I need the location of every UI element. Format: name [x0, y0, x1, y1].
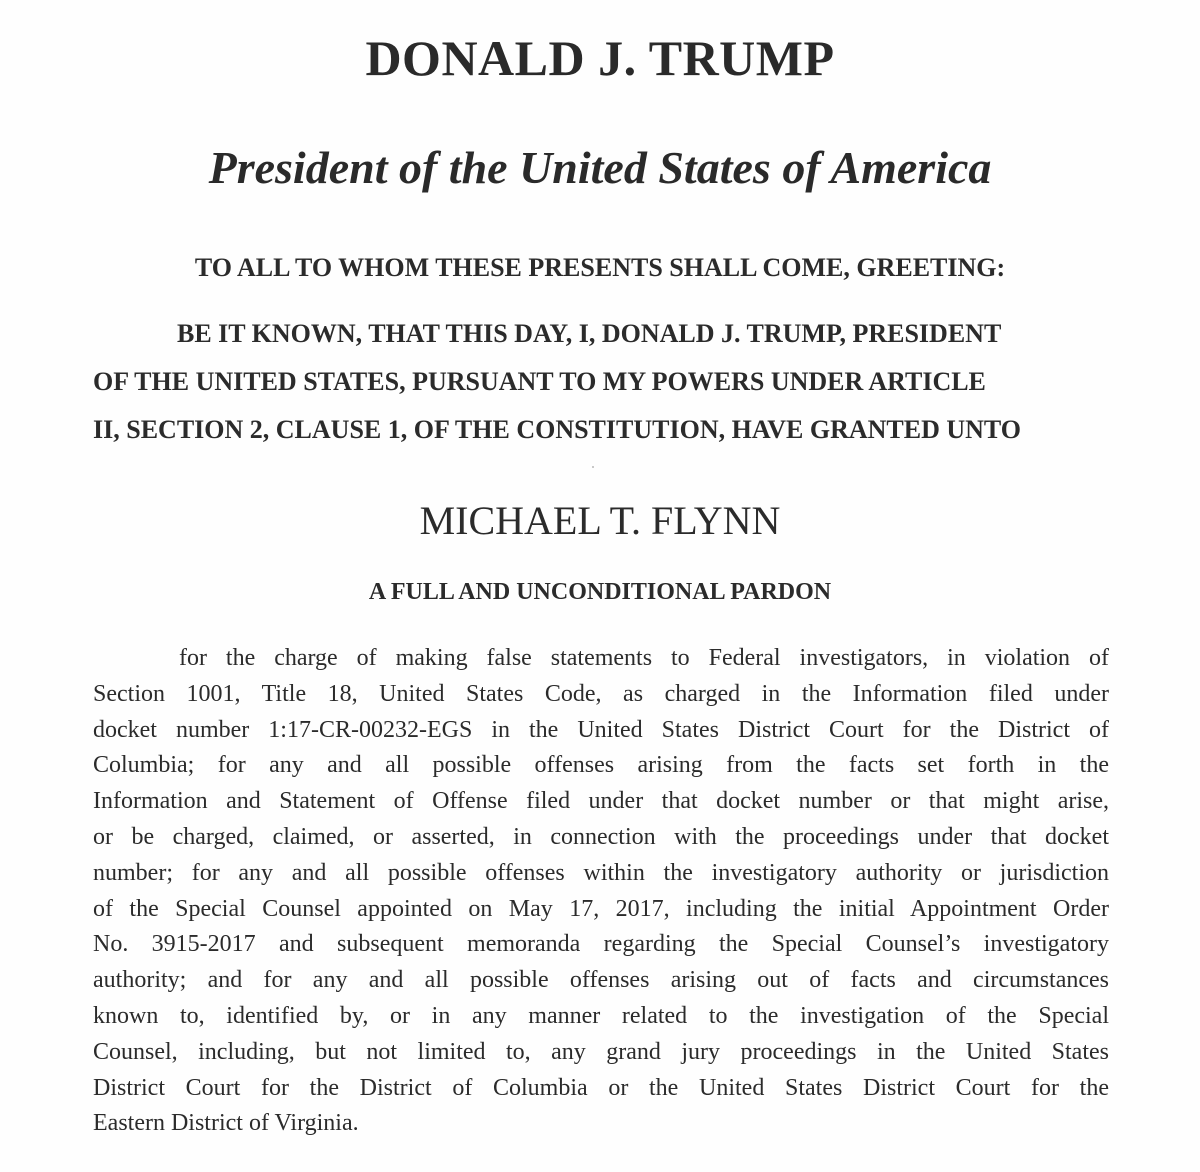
- body-line: Columbia; for any and all possible offenses arising from the facts set forth in the: [93, 752, 1109, 779]
- document-subtitle: President of the United States of America: [208, 142, 992, 193]
- paper-speck: [592, 466, 594, 468]
- declaration-paragraph: [93, 316, 1113, 460]
- body-line: docket number 1:17-CR-00232-EGS in the United States District Court for the District of: [93, 716, 1109, 743]
- body-line: Counsel, including, but not limited to, any grand jury proceedings in the United States: [93, 1038, 1109, 1065]
- body-line: or be charged, claimed, or asserted, in connection with the proceedings under that docket: [93, 823, 1109, 850]
- body-line: Section 1001, Title 18, United States Code, as charged in the Information filed under: [93, 680, 1109, 707]
- body-line: number; for any and all possible offenses within the investigatory authority or jurisdiction: [93, 859, 1109, 886]
- declaration-line: OF THE UNITED STATES, PURSUANT TO MY POWERS UNDER ARTICLE: [93, 367, 986, 396]
- document-title: DONALD J. TRUMP: [365, 30, 835, 86]
- declaration-line: BE IT KNOWN, THAT THIS DAY, I, DONALD J. TRUMP, PRESIDENT: [177, 319, 1002, 348]
- body-line: authority; and for any and all possible offenses arising out of facts and circumstances: [93, 967, 1109, 994]
- body-line: of the Special Counsel appointed on May 17, 2017, including the initial Appointment Order: [93, 895, 1109, 922]
- declaration-line: II, SECTION 2, CLAUSE 1, OF THE CONSTITUTION, HAVE GRANTED UNTO: [93, 415, 1022, 444]
- body-line: District Court for the District of Columbia or the United States District Court for the: [93, 1074, 1109, 1101]
- pardon-body-paragraph: [93, 642, 1109, 1143]
- body-line: known to, identified by, or in any manner related to the investigation of the Special: [93, 1002, 1109, 1029]
- body-line: Information and Statement of Offense filed under that docket number or that might arise,: [93, 788, 1109, 815]
- pardon-heading: A FULL AND UNCONDITIONAL PARDON: [368, 579, 832, 605]
- greeting-line: TO ALL TO WHOM THESE PRESENTS SHALL COME, GREETING:: [194, 253, 1006, 282]
- body-line: for the charge of making false statements to Federal investigators, in violation of: [179, 645, 1109, 671]
- body-line: Eastern District of Virginia.: [93, 1110, 359, 1137]
- grantee-name: MICHAEL T. FLYNN: [419, 498, 781, 543]
- body-line: No. 3915-2017 and subsequent memoranda regarding the Special Counsel’s investigatory: [93, 931, 1109, 958]
